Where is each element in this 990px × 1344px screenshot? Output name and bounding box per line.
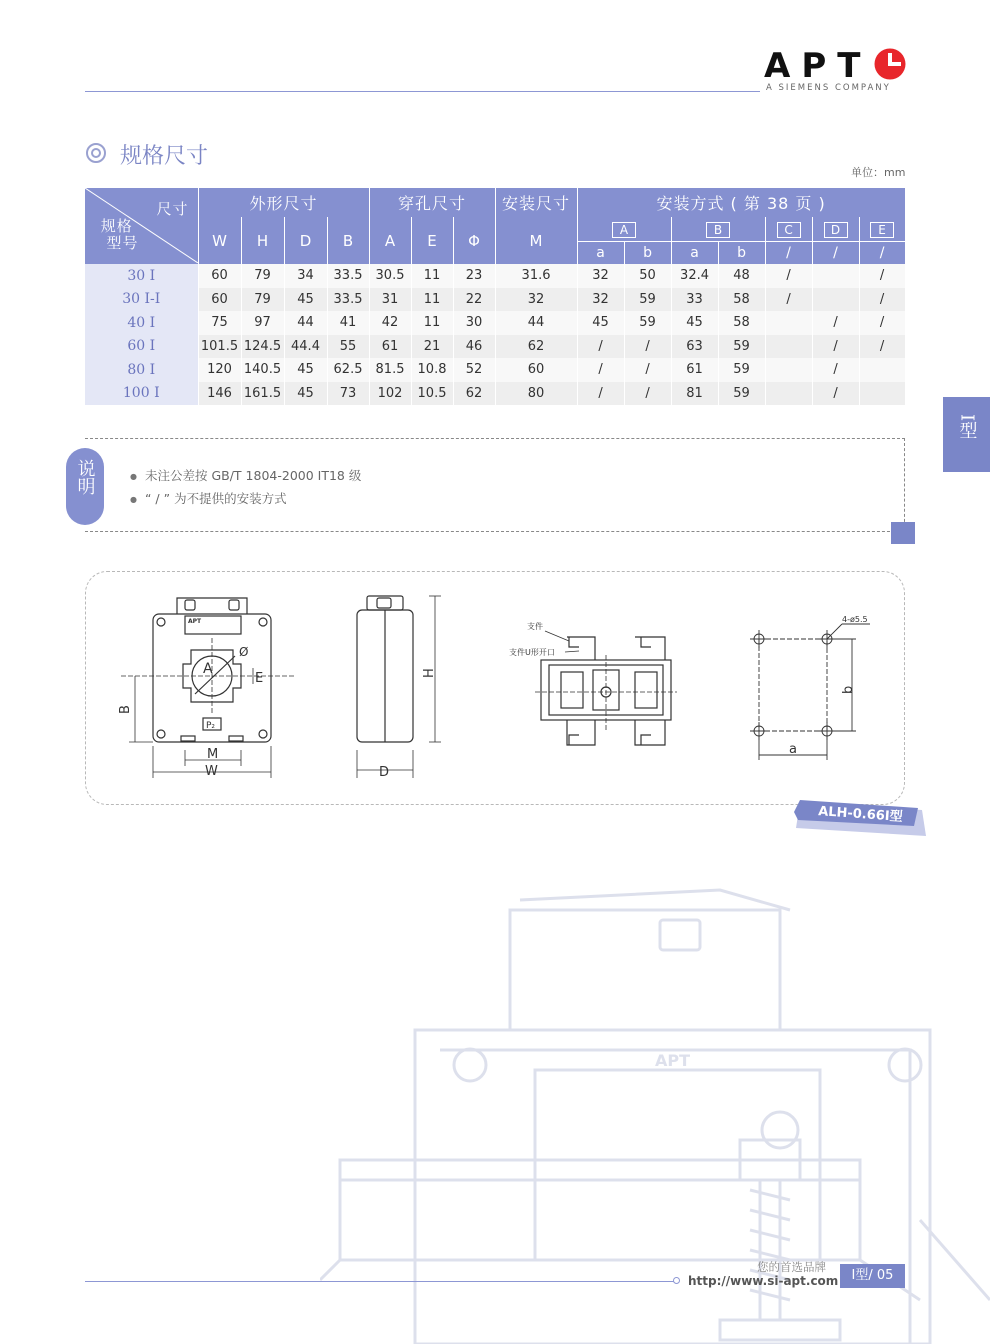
brand-logo-mark xyxy=(874,48,906,80)
table-cell: 120 xyxy=(198,358,241,382)
table-cell: 45 xyxy=(284,382,327,406)
mount-b: B xyxy=(671,217,765,242)
spec-table xyxy=(85,188,906,405)
mount-d: D xyxy=(812,217,859,242)
group-outline: 外形尺寸 xyxy=(198,188,369,217)
label-h: H xyxy=(422,668,437,678)
col-w: W xyxy=(198,217,241,264)
side-view-drawing xyxy=(345,590,450,785)
table-cell: 161.5 xyxy=(241,382,284,406)
table-cell: 102 xyxy=(369,382,411,406)
table-cell: 45 xyxy=(671,311,718,335)
table-cell: 33 xyxy=(671,288,718,312)
table-cell: 23 xyxy=(453,264,495,288)
col-e: E xyxy=(411,217,453,264)
mount-sub: a xyxy=(577,242,624,265)
table-cell: 101.5 xyxy=(198,335,241,359)
col-d: D xyxy=(284,217,327,264)
label-holes: 4-ø5.5 xyxy=(842,615,868,624)
table-cell: 52 xyxy=(453,358,495,382)
table-cell: 11 xyxy=(411,264,453,288)
table-cell: 79 xyxy=(241,264,284,288)
table-cell: 55 xyxy=(327,335,369,359)
corner-label-size: 尺寸 xyxy=(156,200,189,218)
footer-slogan: 您的首选品牌 xyxy=(757,1260,826,1274)
table-cell xyxy=(765,335,812,359)
table-cell: 32.4 xyxy=(671,264,718,288)
table-cell: 59 xyxy=(624,311,671,335)
section-title: 规格尺寸 xyxy=(120,144,209,169)
table-cell: / xyxy=(577,358,624,382)
mount-sub: a xyxy=(671,242,718,265)
front-view-drawing xyxy=(115,590,305,785)
table-cell: / xyxy=(859,264,905,288)
label-a: A xyxy=(203,661,213,677)
table-cell: 73 xyxy=(327,382,369,406)
brand-tagline: A SIEMENS COMPANY xyxy=(766,83,891,93)
label-a-dim: a xyxy=(789,742,797,757)
mount-sub: b xyxy=(718,242,765,265)
table-cell: 81.5 xyxy=(369,358,411,382)
model-cell: 30 I-I xyxy=(85,288,198,312)
col-phi: Φ xyxy=(453,217,495,264)
note-item: ● “ / ” 为不提供的安装方式 xyxy=(130,489,287,507)
table-cell: 59 xyxy=(718,335,765,359)
side-tab[interactable] xyxy=(943,397,990,472)
table-cell: 140.5 xyxy=(241,358,284,382)
table-cell: 58 xyxy=(718,311,765,335)
footer-divider xyxy=(85,1281,675,1282)
mount-sub: / xyxy=(859,242,905,265)
table-cell: / xyxy=(624,358,671,382)
model-cell: 40 I xyxy=(85,311,198,335)
table-cell: 60 xyxy=(198,288,241,312)
table-cell: 30.5 xyxy=(369,264,411,288)
table-cell: 61 xyxy=(671,358,718,382)
table-row xyxy=(85,335,905,359)
group-mount: 安装方式 ( 第 38 页 ) xyxy=(577,188,905,217)
mount-view-drawing xyxy=(505,615,680,760)
table-cell: 41 xyxy=(327,311,369,335)
side-tab-label: I型 xyxy=(956,414,978,440)
table-cell: 146 xyxy=(198,382,241,406)
table-cell: 75 xyxy=(198,311,241,335)
brand-logo-text: APT xyxy=(764,46,872,86)
table-row xyxy=(85,264,905,288)
page-number: I型/ 05 xyxy=(840,1264,905,1288)
model-cell: 60 I xyxy=(85,335,198,359)
label-b: B xyxy=(118,705,133,714)
table-cell: 32 xyxy=(577,288,624,312)
spec-table-body xyxy=(85,264,905,405)
table-cell: 62 xyxy=(495,335,577,359)
section-bullet-icon xyxy=(86,143,106,163)
table-cell: 22 xyxy=(453,288,495,312)
table-cell: 11 xyxy=(411,311,453,335)
table-cell: 46 xyxy=(453,335,495,359)
table-cell: / xyxy=(859,311,905,335)
table-cell xyxy=(812,264,859,288)
label-bracket: 支件 xyxy=(527,622,543,631)
table-cell: 34 xyxy=(284,264,327,288)
table-cell: 42 xyxy=(369,311,411,335)
label-e: E xyxy=(255,671,264,686)
table-cell: 31 xyxy=(369,288,411,312)
table-cell: 81 xyxy=(671,382,718,406)
table-row xyxy=(85,382,905,406)
mount-c: C xyxy=(765,217,812,242)
table-cell: 10.5 xyxy=(411,382,453,406)
table-cell xyxy=(859,382,905,406)
table-cell: 30 xyxy=(453,311,495,335)
mount-sub: b xyxy=(624,242,671,265)
table-cell: 32 xyxy=(495,288,577,312)
table-cell: 21 xyxy=(411,335,453,359)
table-cell: / xyxy=(859,335,905,359)
table-cell: / xyxy=(577,382,624,406)
model-tag xyxy=(790,798,930,838)
table-cell xyxy=(765,358,812,382)
table-cell: 44 xyxy=(495,311,577,335)
header-divider xyxy=(85,91,760,92)
table-cell: 62.5 xyxy=(327,358,369,382)
mount-e: E xyxy=(859,217,905,242)
label-w: W xyxy=(205,764,218,779)
table-cell: 60 xyxy=(495,358,577,382)
table-cell: 48 xyxy=(718,264,765,288)
table-cell: 50 xyxy=(624,264,671,288)
col-a: A xyxy=(369,217,411,264)
table-cell xyxy=(812,288,859,312)
label-b-dim: b xyxy=(841,685,856,694)
table-cell: 10.8 xyxy=(411,358,453,382)
table-cell: / xyxy=(812,382,859,406)
table-cell: 33.5 xyxy=(327,264,369,288)
table-cell xyxy=(765,382,812,406)
hole-pattern-drawing xyxy=(740,612,880,762)
table-cell: 45 xyxy=(284,288,327,312)
col-h: H xyxy=(241,217,284,264)
table-cell: / xyxy=(577,335,624,359)
table-cell: 59 xyxy=(718,358,765,382)
label-bracket-u: 支件U形开口 xyxy=(509,648,555,657)
table-cell: 11 xyxy=(411,288,453,312)
table-cell: / xyxy=(765,264,812,288)
mount-a: A xyxy=(577,217,671,242)
table-cell: 79 xyxy=(241,288,284,312)
mount-sub: / xyxy=(812,242,859,265)
table-cell: / xyxy=(812,358,859,382)
table-row xyxy=(85,358,905,382)
table-cell: / xyxy=(812,335,859,359)
table-cell: 62 xyxy=(453,382,495,406)
table-corner-header xyxy=(85,188,198,264)
table-cell: 63 xyxy=(671,335,718,359)
label-phi: Ø xyxy=(239,645,249,659)
footer-dot xyxy=(673,1277,680,1284)
notes-label: 说明 xyxy=(66,448,104,525)
label-m: M xyxy=(207,747,219,762)
table-cell: 59 xyxy=(718,382,765,406)
table-cell xyxy=(859,358,905,382)
table-cell: / xyxy=(624,335,671,359)
mount-sub: / xyxy=(765,242,812,265)
table-cell: / xyxy=(765,288,812,312)
footer-url-link[interactable]: http://www.si-apt.com xyxy=(688,1274,839,1288)
table-cell: / xyxy=(859,288,905,312)
table-cell: 58 xyxy=(718,288,765,312)
model-cell: 30 I xyxy=(85,264,198,288)
note-item: ● 未注公差按 GB/T 1804-2000 IT18 级 xyxy=(130,466,361,484)
model-cell: 80 I xyxy=(85,358,198,382)
col-b: B xyxy=(327,217,369,264)
table-cell: / xyxy=(624,382,671,406)
table-cell: 80 xyxy=(495,382,577,406)
notes-box xyxy=(85,438,905,532)
table-row xyxy=(85,288,905,312)
table-cell: 60 xyxy=(198,264,241,288)
table-cell: 45 xyxy=(577,311,624,335)
label-p2: P₂ xyxy=(206,721,216,731)
group-install: 安装尺寸 xyxy=(495,188,577,217)
group-hole: 穿孔尺寸 xyxy=(369,188,495,217)
nameplate-text: APT xyxy=(188,618,202,625)
table-cell xyxy=(765,311,812,335)
table-row xyxy=(85,311,905,335)
table-cell: 33.5 xyxy=(327,288,369,312)
watermark-brand: APT xyxy=(655,1051,691,1070)
model-tag-text: ALH-0.66I型 xyxy=(817,804,904,825)
unit-label: 单位：mm xyxy=(851,166,906,179)
table-cell: 44 xyxy=(284,311,327,335)
table-cell: 97 xyxy=(241,311,284,335)
table-cell: 45 xyxy=(284,358,327,382)
table-cell: 32 xyxy=(577,264,624,288)
model-cell: 100 I xyxy=(85,382,198,406)
table-cell: 31.6 xyxy=(495,264,577,288)
table-cell: 44.4 xyxy=(284,335,327,359)
table-cell: 61 xyxy=(369,335,411,359)
col-m: M xyxy=(495,217,577,264)
table-cell: / xyxy=(812,311,859,335)
table-cell: 59 xyxy=(624,288,671,312)
label-d: D xyxy=(379,765,390,780)
corner-label-model: 规格 型号 xyxy=(100,217,139,252)
table-cell: 124.5 xyxy=(241,335,284,359)
notes-corner-decoration xyxy=(891,522,915,544)
